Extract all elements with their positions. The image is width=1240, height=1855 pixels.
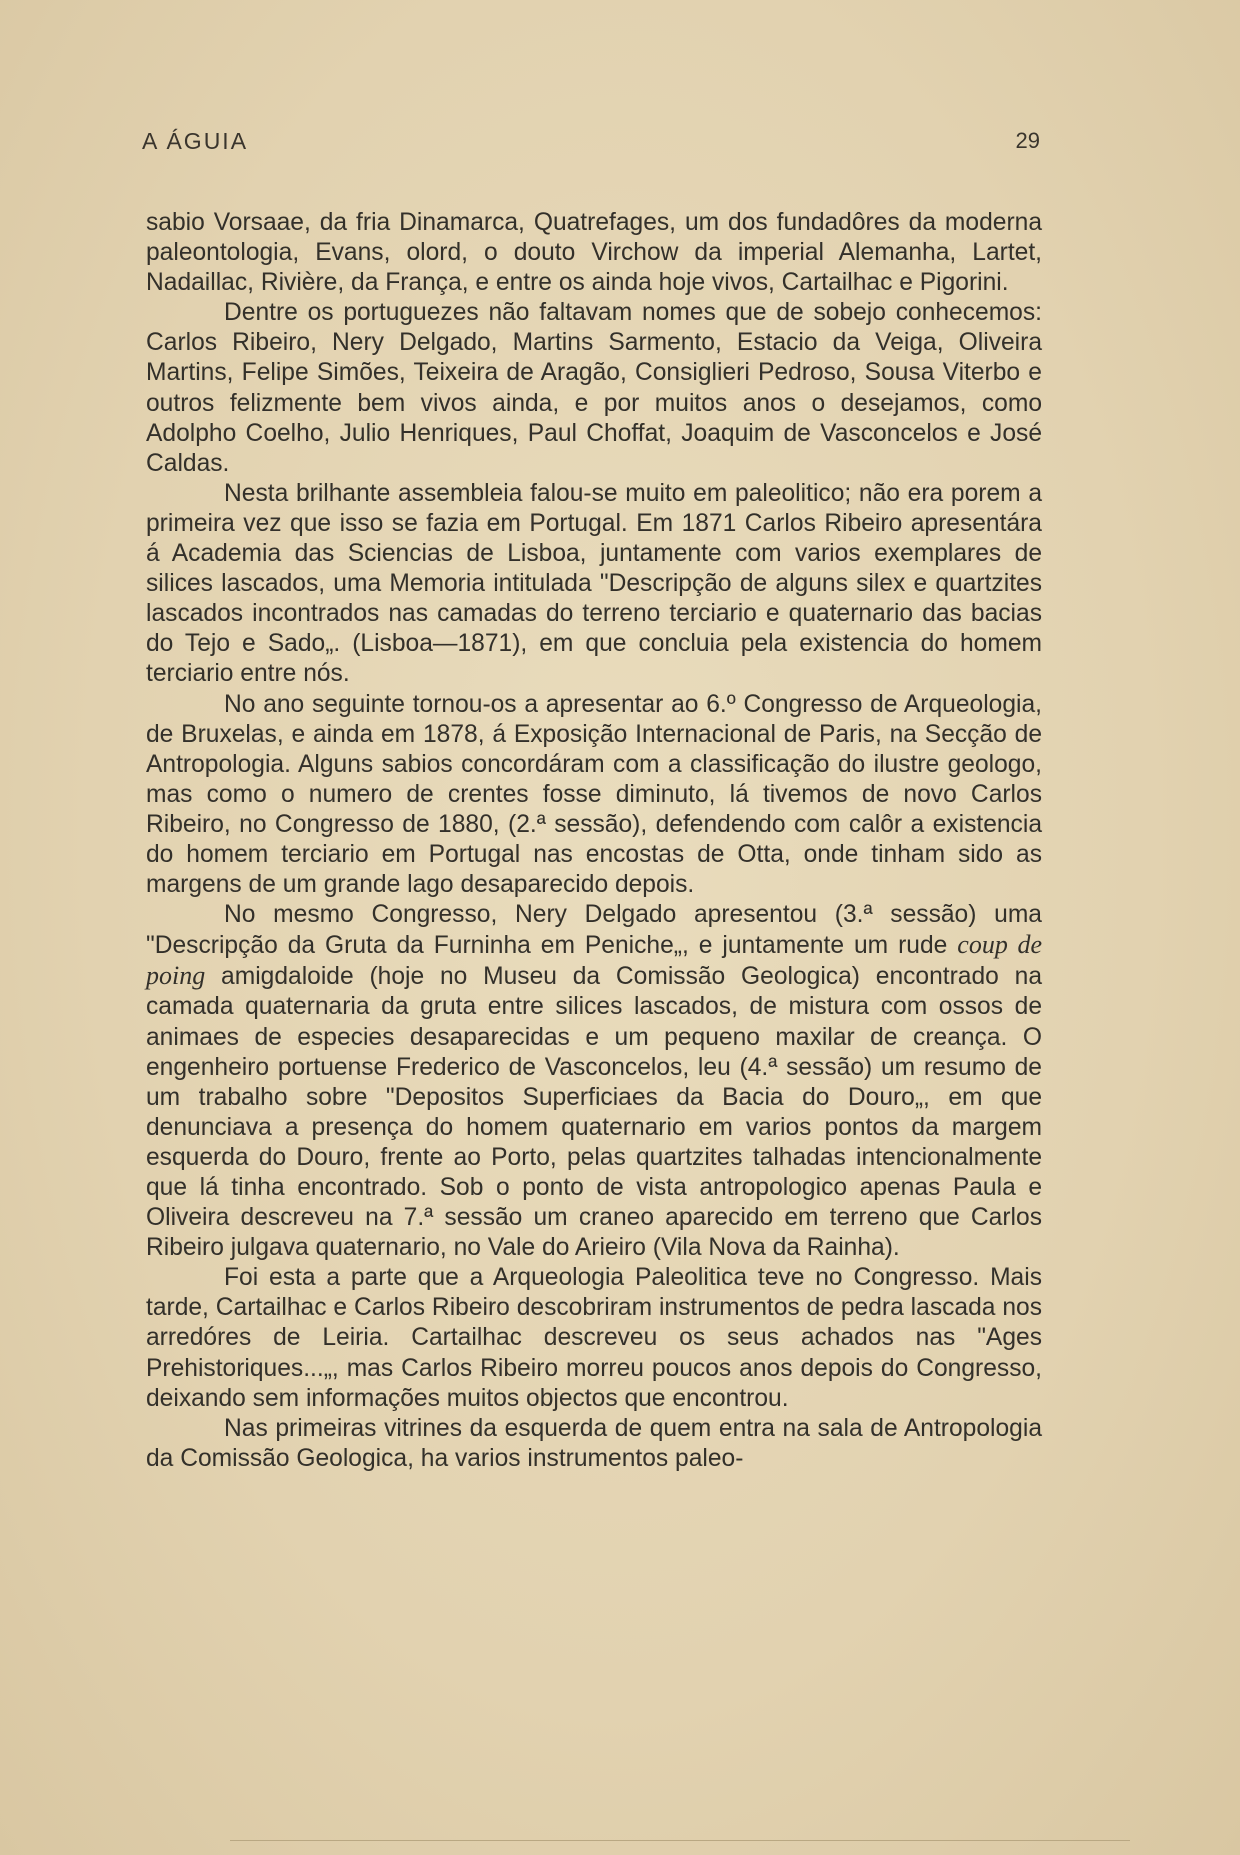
page-number: 29 (1015, 128, 1040, 153)
body-text (146, 208, 1042, 1474)
paragraph-5 (146, 900, 1042, 1263)
paragraph-5-before: No mesmo Congresso, Nery Delgado apresentou (3.ª sessão) uma "Descripção da Gruta da Furninha em Peniche„, e juntamente um rude (146, 901, 1042, 960)
paragraph-4: No ano seguinte tornou-os a apresentar ao 6.º Congresso de Arqueologia, de Bruxelas, e ainda em 1878, á Exposição Internacional de Paris, na Secção de Antropologia. Alguns sabios concordáram com a classificação do ilustre geologo, mas como o numero de crentes fosse diminuto, lá tivemos de novo Carlos Ribeiro, no Congresso de 1880, (2.ª sessão), defendendo com calôr a existencia do homem terciario em Portugal nas encostas de Otta, onde tinham sido as margens de um grande lago desaparecido depois. (146, 690, 1042, 899)
running-title: A ÁGUIA (142, 128, 249, 154)
running-head (142, 128, 1040, 164)
paragraph-5-after: amigdaloide (hoje no Museu da Comissão Geologica) encontrado na camada quaternaria da gruta entre silices lascados, de mistura com ossos de animaes de especies desaparecidas e um pequeno maxilar de creança. O engenheiro portuense Frederico de Vasconcelos, leu (4.ª sessão) um resumo de um trabalho sobre "Depositos Superficiaes da Bacia do Douro„, em que denunciava a presença do homem quaternario em varios pontos da margem esquerda do Douro, frente ao Porto, pelas quartzites talhadas intencionalmente que lá tinha encontrado. Sob o ponto de vista antropologico apenas Paula e Oliveira descreveu na 7.ª sessão um craneo aparecido em terreno que Carlos Ribeiro julgava quaternario, no Vale do Arieiro (Vila Nova da Rainha). (146, 963, 1042, 1262)
page-bottom-edge (230, 1840, 1130, 1841)
paragraph-2: Dentre os portuguezes não faltavam nomes que de sobejo conhecemos: Carlos Ribeiro, Nery Delgado, Martins Sarmento, Estacio da Veiga, Oliveira Martins, Felipe Simões, Teixeira de Aragão, Consiglieri Pedroso, Sousa Viterbo e outros felizmente bem vivos ainda, e por muitos anos o desejamos, como Adolpho Coelho, Julio Henriques, Paul Choffat, Joaquim de Vasconcelos e José Caldas. (146, 299, 1042, 477)
italic-phrase-coup-de-poing: coup de poing (146, 930, 1042, 991)
paragraph-6: Foi esta a parte que a Arqueologia Paleolitica teve no Congresso. Mais tarde, Cartailhac e Carlos Ribeiro descobriram instrumentos de pedra lascada nos arredóres de Leiria. Cartailhac descreveu os seus achados nas "Ages Prehistoriques...„, mas Carlos Ribeiro morreu poucos anos depois do Congresso, deixando sem informações muitos objectos que encontrou. (146, 1264, 1042, 1412)
paragraph-7: Nas primeiras vitrines da esquerda de quem entra na sala de Antropologia da Comissão Geologica, ha varios instrumentos paleo- (146, 1414, 1042, 1472)
paragraph-3: Nesta brilhante assembleia falou-se muito em paleolitico; não era porem a primeira vez que isso se fazia em Portugal. Em 1871 Carlos Ribeiro apresentára á Academia das Sciencias de Lisboa, juntamente com varios exemplares de silices lascados, uma Memoria intitulada "Descripção de alguns silex e quartzites lascados incontrados nas camadas do terreno terciario e quaternario das bacias do Tejo e Sado„. (Lisboa—1871), em que concluia pela existencia do homem terciario entre nós. (146, 479, 1042, 688)
paragraph-1: sabio Vorsaae, da fria Dinamarca, Quatrefages, um dos fundadôres da moderna paleontologia, Evans, olord, o douto Virchow da imperial Alemanha, Lartet, Nadaillac, Rivière, da França, e entre os ainda hoje vivos, Cartailhac e Pigorini. (146, 209, 1042, 297)
